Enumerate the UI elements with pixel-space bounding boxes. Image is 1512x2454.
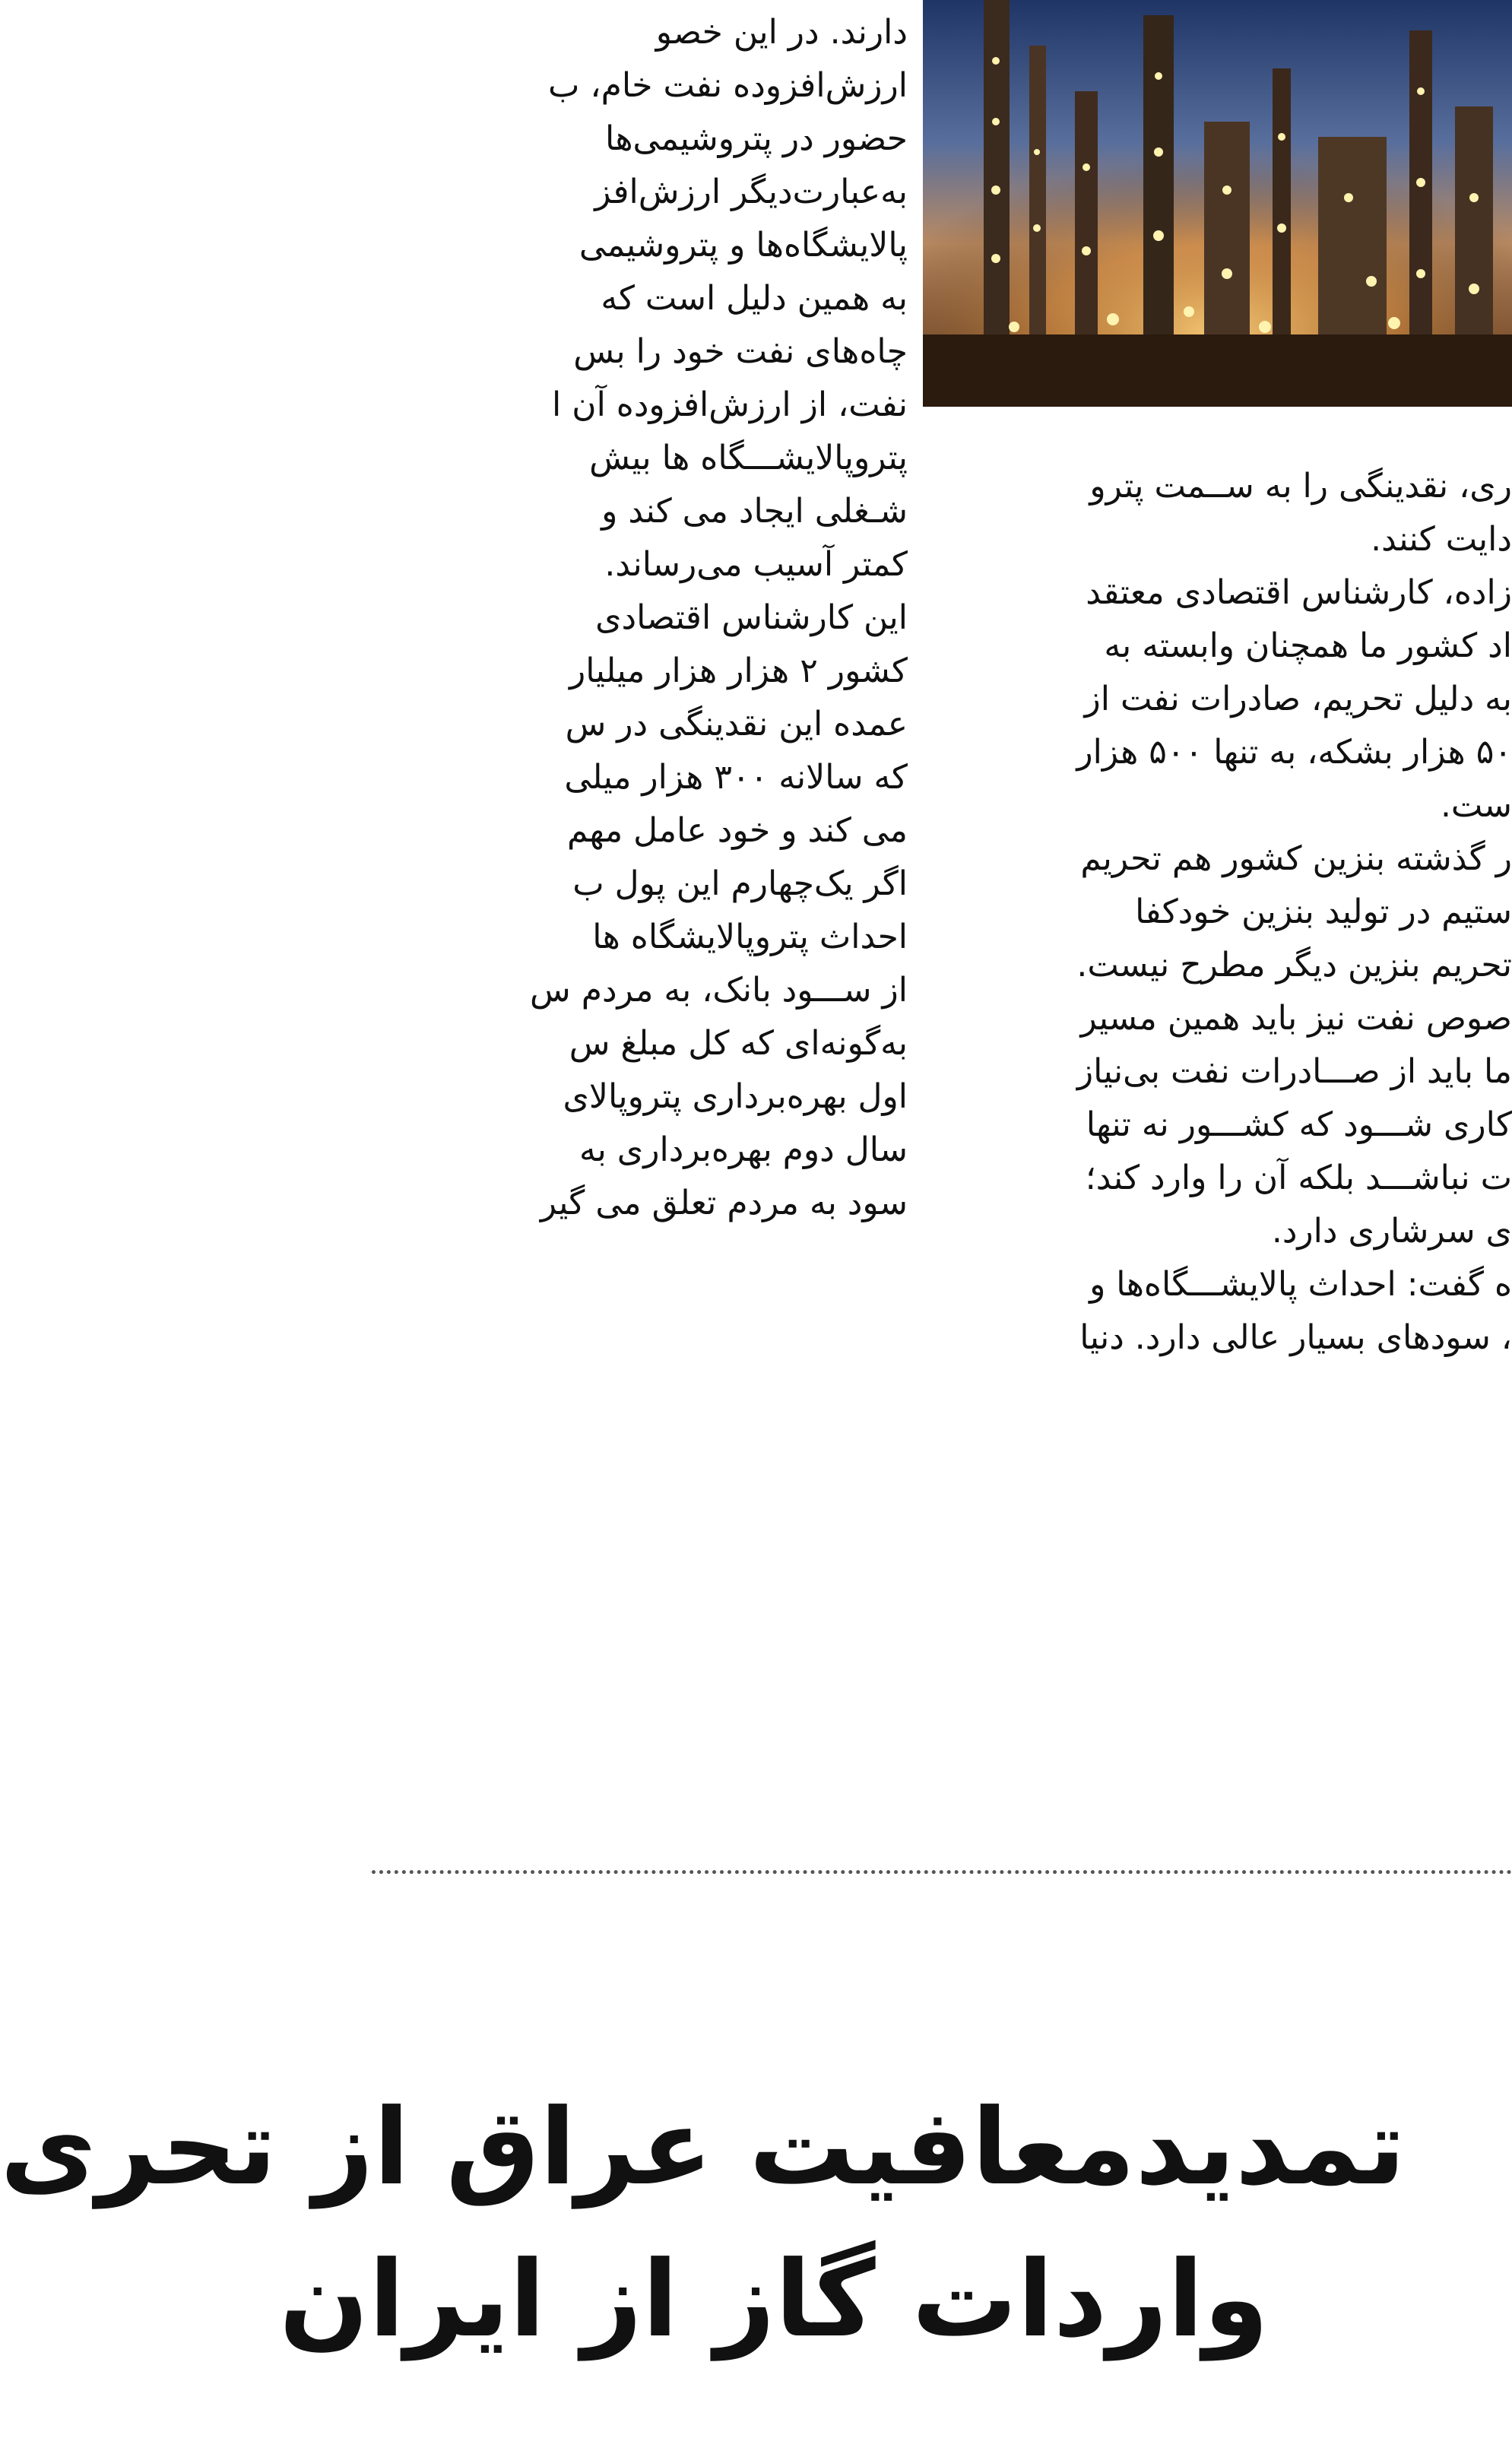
text-line: اول بهره‌برداری پتروپالای: [563, 1077, 908, 1116]
text-line: ما باید از صـــادرات نفت بی‌نیاز: [1076, 1052, 1512, 1091]
text-line: دارند. در این خصو: [655, 13, 908, 52]
text-line: کمتر آسیب می‌رساند.: [604, 545, 908, 584]
text-line: این کارشناس اقتصادی: [595, 598, 908, 637]
text-line: حضور در پتروشیمی‌ها: [604, 119, 908, 158]
text-line: می کند و خود عامل مهم: [567, 811, 908, 850]
text-line: پالایشگاه‌ها و پتروشیمی: [578, 226, 908, 265]
text-line: سود به مردم تعلق می گیر: [540, 1184, 908, 1222]
text-line: ه گفت: احداث پالایشـــگاه‌ها و: [1089, 1265, 1512, 1304]
text-line: چاه‌های نفت خود را بس: [573, 332, 908, 371]
text-line: ی سرشاری دارد.: [1271, 1212, 1512, 1251]
text-line: از ســـود بانک، به مردم س: [530, 971, 908, 1010]
headline-line-1: تمدیدمعافیت عراق از تحری: [0, 2086, 1406, 2208]
text-line: صوص نفت نیز باید همین مسیر: [1080, 999, 1512, 1038]
text-line: ارزش‌افزوده نفت خام، ب: [548, 66, 908, 105]
text-line: ت نباشـــد بلکه آن را وارد کند؛: [1085, 1159, 1512, 1197]
refinery-photo: [923, 0, 1512, 407]
text-line: که سالانه ۳۰۰ هزار میلی: [564, 758, 908, 797]
text-line: تحریم بنزین دیگر مطرح نیست.: [1076, 946, 1512, 984]
text-line: عمده این نقدینگی در س: [565, 705, 908, 743]
text-line: نفت، از ارزش‌افزوده آن ا: [552, 385, 908, 424]
text-line: سال دوم بهره‌برداری به: [578, 1130, 908, 1169]
text-line: کشور ۲ هزار هزار میلیار: [569, 652, 908, 690]
text-line: ر گذشته بنزین کشور هم تحریم: [1080, 839, 1512, 878]
text-line: زاده، کارشناس اقتصادی معتقد: [1086, 573, 1512, 612]
text-line: اگر یک‌چهارم این پول ب: [572, 864, 908, 903]
text-line: اد کشور ما همچنان وابسته به: [1104, 626, 1512, 665]
text-line: کاری شـــود که کشـــور نه تنها: [1086, 1105, 1512, 1144]
dotted-separator: [372, 1870, 1512, 1874]
text-line: دایت کنند.: [1371, 520, 1512, 559]
text-line: احداث پتروپالایشگاه ها: [592, 918, 908, 956]
text-line: ۵۰ هزار بشکه، به تنها ۵۰۰ هزار: [1076, 733, 1512, 772]
text-line: ست.: [1440, 786, 1512, 825]
text-line: به‌عبارت‌دیگر ارزش‌افز: [594, 173, 908, 211]
headline-line-2: واردات گاز از ایران: [279, 2238, 1269, 2360]
text-line: به دلیل تحریم، صادرات نفت از: [1084, 680, 1512, 718]
text-line: به‌گونه‌ای که کل مبلغ س: [569, 1024, 908, 1063]
text-line: به همین دلیل است که: [601, 279, 908, 318]
text-line: ستیم در تولید بنزین خودکفا: [1135, 893, 1512, 931]
text-line: پتروپالایشـــگاه ها بیش: [589, 439, 908, 477]
refinery-image: [923, 0, 1512, 407]
article-column-left: [372, 0, 908, 1230]
article-column-right: [923, 460, 1512, 1365]
text-line: ری، نقدینگی را به ســمت پترو: [1089, 467, 1512, 506]
text-line: ، سودهای بسیار عالی دارد. دنیا: [1079, 1318, 1512, 1357]
text-line: شـغلی ایجاد می کند و: [601, 492, 908, 531]
